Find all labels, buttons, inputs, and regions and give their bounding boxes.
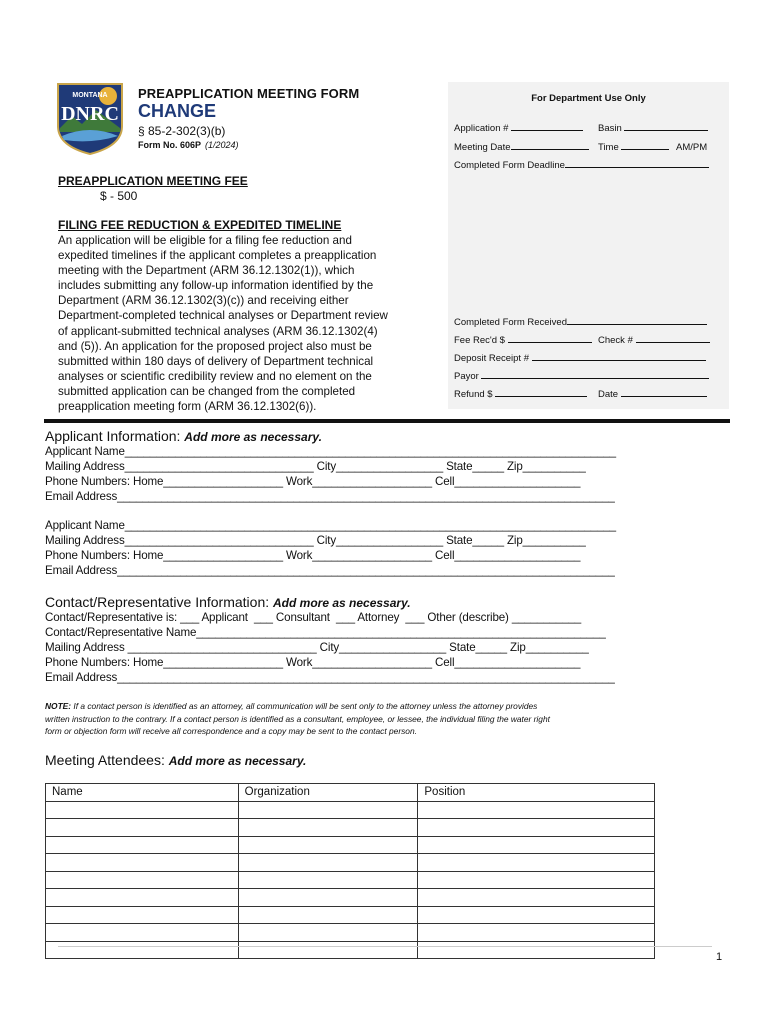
contact-name-field[interactable]: Contact/Representative Name_________________________________________________________________ <box>45 626 606 639</box>
applicant-2-email-field[interactable]: Email Address_______________________________________________________________________________ <box>45 564 615 577</box>
table-row[interactable] <box>46 801 655 819</box>
svg-text:MONTANA: MONTANA <box>72 92 108 99</box>
attendees-table <box>45 783 655 959</box>
table-row[interactable] <box>46 836 655 854</box>
meeting-date-field[interactable]: Meeting Date <box>454 140 589 153</box>
table-header-row <box>46 784 655 802</box>
contact-address-field[interactable]: Mailing Address ______________________________ City_________________ State_____ Zip__________ <box>45 641 589 654</box>
table-row[interactable] <box>46 871 655 889</box>
time-field[interactable]: Time AM/PM <box>598 142 708 153</box>
contact-phone-field[interactable]: Phone Numbers: Home___________________ Work___________________ Cell____________________ <box>45 656 581 669</box>
fee-received-field[interactable]: Fee Rec'd $ <box>454 333 592 346</box>
svg-text:DNRC: DNRC <box>61 103 119 125</box>
contact-email-field[interactable]: Email Address_______________________________________________________________________________ <box>45 671 615 684</box>
change-title: CHANGE <box>138 101 217 121</box>
payor-field[interactable]: Payor <box>454 369 709 382</box>
table-row[interactable] <box>46 941 655 959</box>
basin-field[interactable]: Basin <box>598 121 708 134</box>
form-title: PREAPPLICATION MEETING FORM <box>138 86 360 101</box>
column-header-position: Position <box>418 784 655 802</box>
refund-date-field[interactable]: Date <box>598 387 707 400</box>
page-number: 1 <box>716 951 723 963</box>
applicant-1-name-field[interactable]: Applicant Name______________________________________________________________________________ <box>45 445 616 458</box>
completed-form-received-field[interactable]: Completed Form Received <box>454 315 707 328</box>
applicant-heading: Applicant Information: Add more as necessary. <box>45 428 322 444</box>
deposit-receipt-field[interactable]: Deposit Receipt # <box>454 351 706 364</box>
attorney-note: NOTE: If a contact person is identified as an attorney, all communication will be sent only to the attorney unless the attorney provides written instruction to the contrary. If a contact person is identified as a consultant, employee, or lessee, the individual filing the water right form or objection form will receive all correspondence and a copy may be sent to the contact person. <box>45 701 550 736</box>
refund-field[interactable]: Refund $ <box>454 387 587 400</box>
table-row[interactable] <box>46 906 655 924</box>
fee-amount: $ - 500 <box>100 189 138 203</box>
fee-heading: PREAPPLICATION MEETING FEE <box>58 174 248 188</box>
column-header-name: Name <box>46 784 239 802</box>
check-number-field[interactable]: Check # <box>598 333 710 346</box>
footer-divider <box>58 946 712 947</box>
reduction-paragraph: An application will be eligible for a filing fee reduction and expedited timelines if the applicant completes a preapplication meeting with the Department (ARM 36.12.1302(1)), which includes submitting any follow-up information identified by the Department (ARM 36.12.1302(3)(c)) and receiving either Department-completed technical analyses or Department review of applicant-submitted technical analyses (ARM 36.12.1302(4) and (5)). An application for the proposed project also must be submitted within 180 days of delivery of Department technical analyses or scientific credibility review and no element on the submitted application can be changed from the completed preapplication meeting form (ARM 36.12.1302(6)). <box>58 234 388 414</box>
applicant-1-address-field[interactable]: Mailing Address______________________________ City_________________ State_____ Zip__________ <box>45 460 586 473</box>
dnrc-logo <box>52 80 128 156</box>
contact-type-field[interactable]: Contact/Representative is: ___ Applicant ___ Consultant ___ Attorney ___ Other (describe) ___________ <box>45 611 582 624</box>
department-use-title: For Department Use Only <box>531 93 646 104</box>
applicant-1-email-field[interactable]: Email Address_______________________________________________________________________________ <box>45 490 615 503</box>
column-header-organization: Organization <box>238 784 418 802</box>
attendees-heading: Meeting Attendees: Add more as necessary. <box>45 752 307 768</box>
table-row[interactable] <box>46 889 655 907</box>
table-row[interactable] <box>46 924 655 942</box>
reduction-heading: FILING FEE REDUCTION & EXPEDITED TIMELINE <box>58 218 342 232</box>
form-number: Form No. 606P (1/2024) <box>138 140 239 150</box>
statute: § 85-2-302(3)(b) <box>138 124 226 138</box>
table-row[interactable] <box>46 854 655 872</box>
contact-heading: Contact/Representative Information: Add more as necessary. <box>45 594 411 610</box>
application-number-field[interactable]: Application # <box>454 121 583 134</box>
applicant-2-phone-field[interactable]: Phone Numbers: Home___________________ Work___________________ Cell____________________ <box>45 549 581 562</box>
table-row[interactable] <box>46 819 655 837</box>
applicant-2-address-field[interactable]: Mailing Address______________________________ City_________________ State_____ Zip__________ <box>45 534 586 547</box>
applicant-1-phone-field[interactable]: Phone Numbers: Home___________________ Work___________________ Cell____________________ <box>45 475 581 488</box>
completed-form-deadline-field[interactable]: Completed Form Deadline <box>454 158 709 171</box>
applicant-2-name-field[interactable]: Applicant Name______________________________________________________________________________ <box>45 519 616 532</box>
section-divider <box>44 419 730 423</box>
department-use-box <box>448 82 729 409</box>
